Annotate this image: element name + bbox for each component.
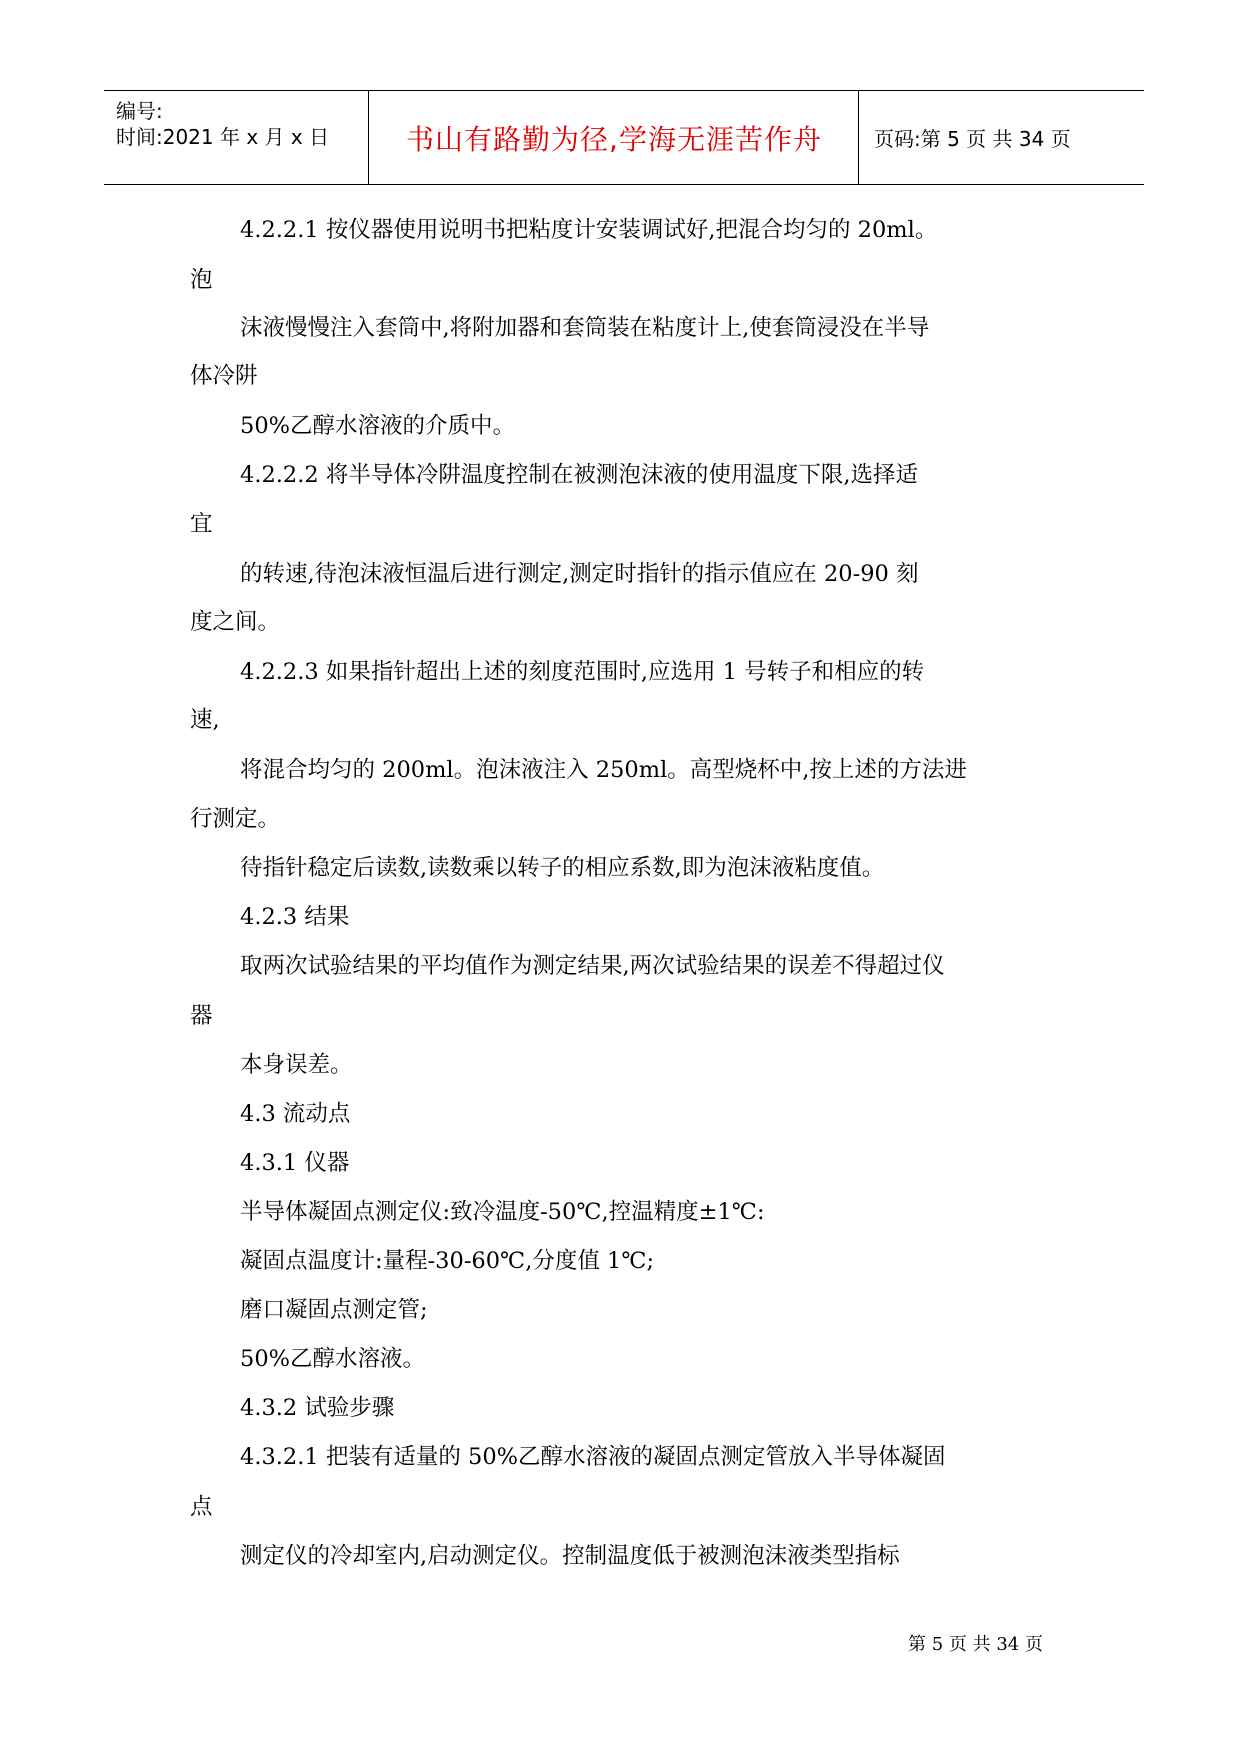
body-line: 体冷阱 [190, 363, 258, 389]
body-line: 4.3.2.1 把装有适量的 50%乙醇水溶液的凝固点测定管放入半导体凝固 [240, 1444, 946, 1470]
header-divider-left [368, 91, 369, 184]
number-label: 编号: [116, 99, 163, 123]
body-line: 4.2.2.1 按仪器使用说明书把粘度计安装调试好,把混合均匀的 20ml。 [240, 217, 938, 243]
body-line: 凝固点温度计:量程-30-60℃,分度值 1℃; [240, 1248, 655, 1274]
body-line: 的转速,待泡沫液恒温后进行测定,测定时指针的指示值应在 20-90 刻 [240, 561, 919, 587]
body-line: 测定仪的冷却室内,启动测定仪。控制温度低于被测泡沫液类型指标 [240, 1543, 900, 1569]
page-header [104, 90, 1144, 185]
body-line: 取两次试验结果的平均值作为测定结果,两次试验结果的误差不得超过仪 [240, 953, 945, 979]
body-line: 4.3.2 试验步骤 [240, 1395, 395, 1421]
body-line: 速, [190, 707, 220, 733]
body-line: 待指针稳定后读数,读数乘以转子的相应系数,即为泡沫液粘度值。 [240, 855, 885, 881]
body-line: 50%乙醇水溶液的介质中。 [240, 413, 516, 439]
body-line: 本身误差。 [240, 1052, 353, 1078]
body-line: 磨口凝固点测定管; [240, 1297, 428, 1323]
header-page-number: 页码:第 5 页 共 34 页 [874, 127, 1071, 151]
body-line: 宜 [190, 511, 213, 537]
body-line: 泡 [190, 267, 213, 293]
body-line: 点 [190, 1494, 213, 1520]
body-line: 行测定。 [190, 806, 281, 832]
header-motto: 书山有路勤为径,学海无涯苦作舟 [406, 122, 822, 156]
body-line: 50%乙醇水溶液。 [240, 1346, 426, 1372]
time-label: 时间:2021 年 x 月 x 日 [116, 125, 330, 149]
header-meta [116, 91, 368, 184]
body-line: 将混合均匀的 200ml。泡沫液注入 250ml。高型烧杯中,按上述的方法进 [240, 757, 967, 783]
body-line: 4.2.3 结果 [240, 904, 350, 930]
body-line: 度之间。 [190, 609, 281, 635]
body-line: 半导体凝固点测定仪:致冷温度-50℃,控温精度±1℃: [240, 1199, 765, 1225]
page-footer: 第 5 页 共 34 页 [908, 1634, 1043, 1655]
body-line: 4.2.2.3 如果指针超出上述的刻度范围时,应选用 1 号转子和相应的转 [240, 659, 925, 685]
body-line: 4.2.2.2 将半导体冷阱温度控制在被测泡沫液的使用温度下限,选择适 [240, 462, 919, 488]
body-line: 器 [190, 1003, 213, 1029]
header-divider-right [858, 91, 859, 184]
body-line: 4.3.1 仪器 [240, 1150, 350, 1176]
body-line: 4.3 流动点 [240, 1101, 351, 1127]
body-line: 沫液慢慢注入套筒中,将附加器和套筒装在粘度计上,使套筒浸没在半导 [240, 315, 930, 341]
